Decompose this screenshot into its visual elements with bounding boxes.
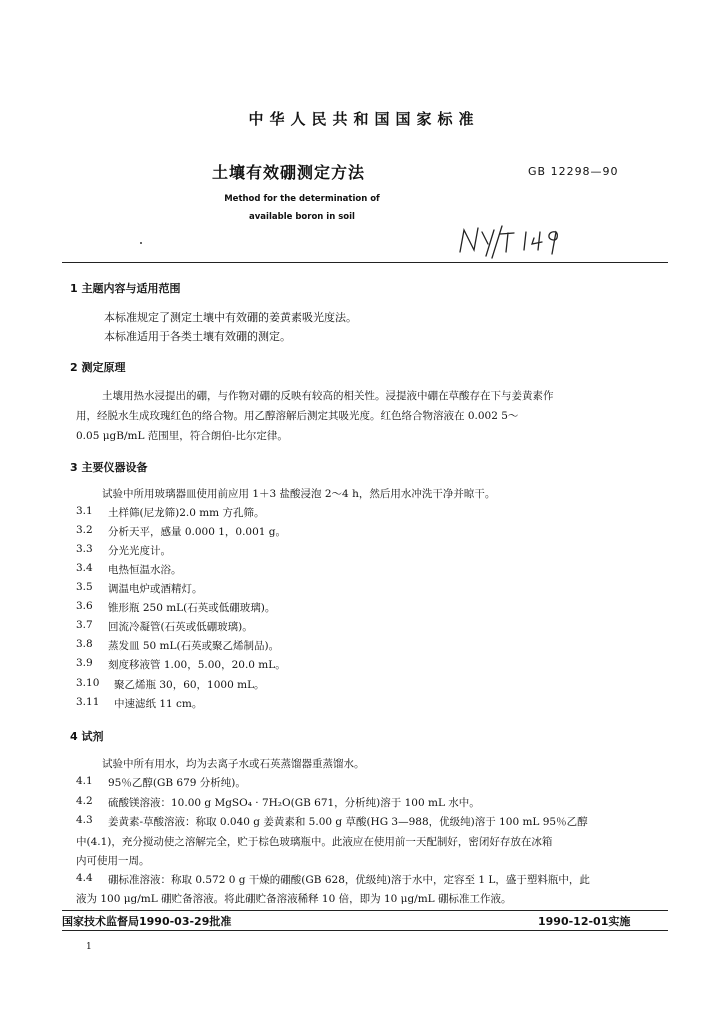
list-item: 分析天平，感量 0.000 1，0.001 g。 bbox=[108, 526, 287, 538]
section-2-line-1: 土壤用热水浸提出的硼，与作物对硼的反映有较高的相关性。浸提液中硼在草酸存在下与姜黄素作 bbox=[102, 390, 554, 402]
page-title: 土壤有效硼测定方法 bbox=[212, 163, 366, 182]
page-number: 1 bbox=[86, 942, 92, 952]
section-3-intro: 试验中所用玻璃器皿使用前应用 1＋3 盐酸浸泡 2～4 h，然后用水冲洗干净并晾干。 bbox=[102, 488, 496, 500]
list-item-number: 4.3 bbox=[76, 814, 93, 826]
list-item: 姜黄素-草酸溶液：称取 0.040 g 姜黄素和 5.00 g 草酸(HG 3—988，优级纯)溶于 100 mL 95％乙醇 bbox=[108, 816, 588, 828]
document-header: 中华人民共和国国家标准 bbox=[248, 110, 480, 128]
list-item-number: 3.2 bbox=[76, 524, 93, 536]
list-item-number: 3.5 bbox=[76, 581, 93, 593]
scan-speck bbox=[140, 242, 142, 244]
list-item-number: 3.10 bbox=[76, 677, 100, 689]
section-3-title: 3 主要仪器设备 bbox=[70, 461, 148, 474]
list-item-number: 4.4 bbox=[76, 872, 93, 884]
english-title-line-1: Method for the determination of bbox=[224, 194, 380, 204]
list-item-number: 3.6 bbox=[76, 600, 93, 612]
list-item: 土样筛(尼龙筛)2.0 mm 方孔筛。 bbox=[108, 507, 265, 519]
list-item: 分光光度计。 bbox=[108, 545, 171, 557]
english-title-line-2: available boron in soil bbox=[249, 212, 355, 222]
section-1-paragraph-1: 本标准规定了测定土壤中有效硼的姜黄素吸光度法。 bbox=[104, 311, 357, 324]
list-item: 硫酸镁溶液：10.00 g MgSO₄ · 7H₂O(GB 671，分析纯)溶于 100 mL 水中。 bbox=[108, 797, 480, 809]
section-1-paragraph-2: 本标准适用于各类土壤有效硼的测定。 bbox=[104, 330, 291, 343]
list-item-number: 3.3 bbox=[76, 543, 93, 555]
list-item: 中速滤纸 11 cm。 bbox=[114, 698, 203, 710]
list-item: 硼标准溶液：称取 0.572 0 g 干燥的硼酸(GB 628，优级纯)溶于水中，定容至 1 L，盛于塑料瓶中，此 bbox=[108, 874, 590, 886]
list-item: 锥形瓶 250 mL(石英或低硼玻璃)。 bbox=[108, 602, 276, 614]
list-item: 回流冷凝管(石英或低硼玻璃)。 bbox=[108, 621, 253, 633]
footer-divider-top bbox=[62, 910, 668, 911]
list-item: 蒸发皿 50 mL(石英或聚乙烯制品)。 bbox=[108, 640, 280, 652]
list-item-number: 3.9 bbox=[76, 657, 93, 669]
list-item-number: 3.11 bbox=[76, 696, 100, 708]
standard-number: GB 12298—90 bbox=[528, 165, 619, 178]
list-item-number: 3.8 bbox=[76, 638, 93, 650]
list-item: 电热恒温水浴。 bbox=[108, 564, 182, 576]
list-item-continuation: 内可使用一周。 bbox=[76, 855, 150, 867]
list-item-continuation: 液为 100 μg/mL 硼贮备溶液。将此硼贮备溶液稀释 10 倍，即为 10 μg/mL 硼标准工作液。 bbox=[76, 893, 512, 905]
section-4-intro: 试验中所有用水，均为去离子水或石英蒸馏器重蒸馏水。 bbox=[102, 758, 365, 770]
handwritten-note bbox=[456, 218, 566, 262]
list-item-number: 4.2 bbox=[76, 795, 93, 807]
list-item-number: 3.7 bbox=[76, 619, 93, 631]
approval-date: 国家技术监督局1990-03-29批准 bbox=[62, 915, 232, 928]
implementation-date: 1990-12-01实施 bbox=[538, 915, 631, 928]
list-item-number: 3.1 bbox=[76, 505, 93, 517]
section-2-line-2: 用，经脱水生成玫瑰红色的络合物。用乙醇溶解后测定其吸光度。红色络合物溶液在 0.002 5～ bbox=[76, 410, 519, 422]
footer-divider-bottom bbox=[62, 930, 668, 931]
top-divider bbox=[62, 262, 668, 263]
section-4-title: 4 试剂 bbox=[70, 730, 104, 743]
list-item: 刻度移液管 1.00，5.00，20.0 mL。 bbox=[108, 659, 286, 671]
list-item-number: 3.4 bbox=[76, 562, 93, 574]
list-item: 95％乙醇(GB 679 分析纯)。 bbox=[108, 777, 246, 789]
section-2-line-3: 0.05 μgB/mL 范围里，符合朗伯-比尔定律。 bbox=[76, 430, 288, 442]
list-item-continuation: 中(4.1)，充分搅动使之溶解完全，贮于棕色玻璃瓶中。此液应在使用前一天配制好，密闭好存放在冰箱 bbox=[76, 836, 553, 848]
list-item-number: 4.1 bbox=[76, 775, 93, 787]
list-item: 调温电炉或酒精灯。 bbox=[108, 583, 203, 595]
section-1-title: 1 主题内容与适用范围 bbox=[70, 282, 181, 295]
list-item: 聚乙烯瓶 30，60，1000 mL。 bbox=[114, 679, 265, 691]
section-2-title: 2 测定原理 bbox=[70, 361, 126, 374]
